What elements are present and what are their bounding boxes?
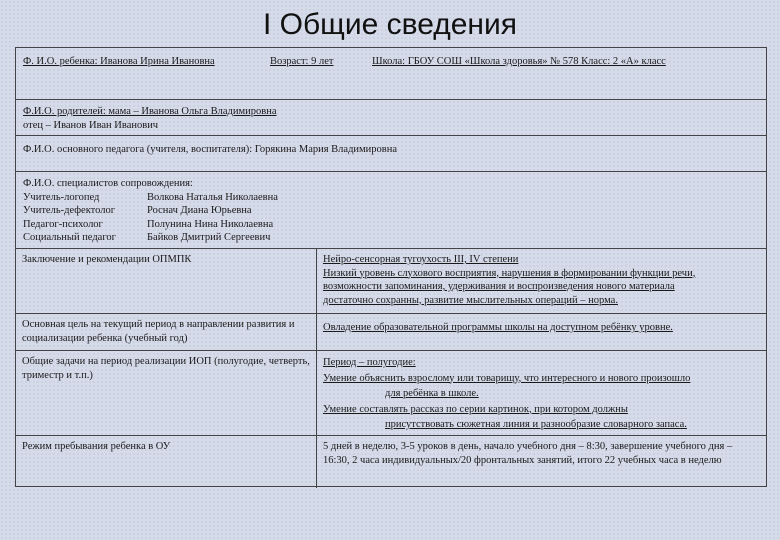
child-school: Школа: ГБОУ СОШ «Школа здоровья» № 578 Класс: 2 «А» класс [372, 56, 666, 67]
tasks-label: Общие задачи на период реализации ИОП (полугодие, четверть, триместр и т.п.) [16, 351, 317, 435]
schedule-value: 5 дней в неделю, 3-5 уроков в день, начало учебного дня – 8:30, завершение учебного дня – 16:30, 2 часа индивидуальных/20 фронтальных занятий, итого 22 учебных часа в неделю [323, 441, 733, 466]
goal-value: Овладение образовательной программы школы на доступном ребёнку уровне. [323, 322, 673, 333]
teacher-name: Ф.И.О. основного педагога (учителя, воспитателя): Горякина Мария Владимировна [23, 144, 398, 155]
parents-line-1: Ф.И.О. родителей: мама – Иванова Ольга Владимировна [23, 106, 277, 117]
specialists-heading: Ф.И.О. специалистов сопровождения: [23, 178, 193, 189]
specialist-item: Учитель-логопед Волкова Наталья Николаевна [23, 191, 278, 203]
goal-label: Основная цель на текущий период в направлении развития и социализации ребенка (учебный год) [16, 314, 317, 350]
parents-row [16, 100, 766, 136]
child-info-row [16, 48, 766, 100]
parents-line-2: отец – Иванов Иван Иванович [23, 119, 159, 131]
specialist-item: Учитель-дефектолог Роснач Диана Юрьевна [23, 205, 252, 216]
goal-row [16, 314, 766, 351]
schedule-row [16, 436, 766, 488]
conclusion-label: Заключение и рекомендации ОПМПК [16, 249, 317, 313]
specialist-item: Педагог-психолог Полунина Нина Николаевна [23, 218, 274, 230]
tasks-value: Период – полугодие: Умение объяснить взрослому или товарищу, что интересного и нового произошло для ребёнка в школе. Умение составлять рассказ по серии картинок, при котором должны присутствовать сюжетная линия и разнообразие словарного запаса. [323, 357, 691, 430]
specialist-item: Социальный педагог Байков Дмитрий Сергеевич [23, 232, 271, 243]
child-name: Ф. И.О. ребенка: Иванова Ирина Ивановна [23, 56, 215, 67]
conclusion-row [16, 249, 766, 314]
conclusion-value: Нейро-сенсорная тугоухость III, IV степени Низкий уровень слухового восприятия, нарушения в формировании функции речи, возможности запоминания, удерживания и воспроизведения нового материала достаточно сохранны, развитие мыслительных операций – норма. [323, 254, 696, 306]
info-table [15, 47, 767, 487]
page-title: I Общие сведения [262, 8, 518, 41]
tasks-row [16, 351, 766, 436]
child-age: Возраст: 9 лет [270, 56, 334, 67]
specialists-row [16, 172, 766, 249]
teacher-row [16, 136, 766, 172]
schedule-label: Режим пребывания ребенка в ОУ [16, 436, 317, 488]
